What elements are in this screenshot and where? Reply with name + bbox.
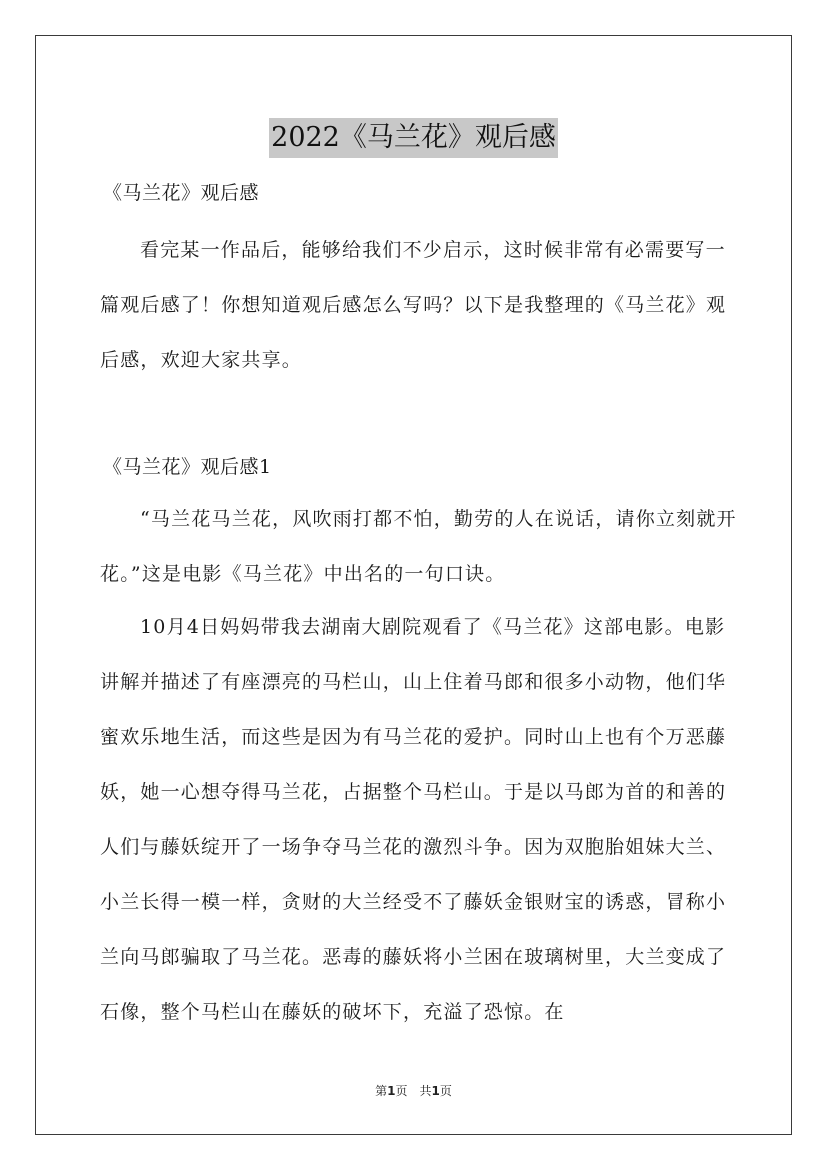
intro-paragraph: 看完某一作品后，能够给我们不少启示，这时候非常有必需要写一篇观后感了！你想知道观后感怎么写吗？以下是我整理的《马兰花》观后感，欢迎大家共享。 <box>100 239 727 371</box>
footer-total-pages: 1 <box>431 1084 440 1098</box>
footer-suffix: 页 <box>439 1084 452 1098</box>
paragraph-1: “马兰花马兰花，风吹雨打都不怕，勤劳的人在说话，请你立刻就开花。”这是电影《马兰花》中出名的一句口诀。 <box>100 508 737 585</box>
footer-page-number: 1 <box>387 1084 396 1098</box>
section-heading-intro: 《马兰花》观后感 <box>103 182 260 204</box>
title-container <box>0 100 827 176</box>
paragraph-2: 10月4日妈妈带我去湖南大剧院观看了《马兰花》这部电影。电影讲解并描述了有座漂亮的马栏山，山上住着马郎和很多小动物，他们华蜜欢乐地生活，而这些是因为有马兰花的爱护。同时山上也有个万恶藤妖，她一心想夺得马兰花，占据整个马栏山。于是以马郎为首的和善的人们与藤妖绽开了一场争夺马兰花的激烈斗争。因为双胞胎姐妹大兰、小兰长得一模一样，贪财的大兰经受不了藤妖金银财宝的诱惑，冒称小兰向马郎骗取了马兰花。恶毒的藤妖将小兰困在玻璃树里，大兰变成了石像，整个马栏山在藤妖的破坏下，充溢了恐惊。在 <box>100 616 727 1023</box>
section-heading-1: 《马兰花》观后感1 <box>103 456 272 478</box>
footer-prefix: 第 <box>375 1084 388 1098</box>
footer-mid: 页 共 <box>395 1084 432 1098</box>
page-footer <box>0 1082 827 1100</box>
document-title: 2022《马兰花》观后感 <box>269 118 558 158</box>
